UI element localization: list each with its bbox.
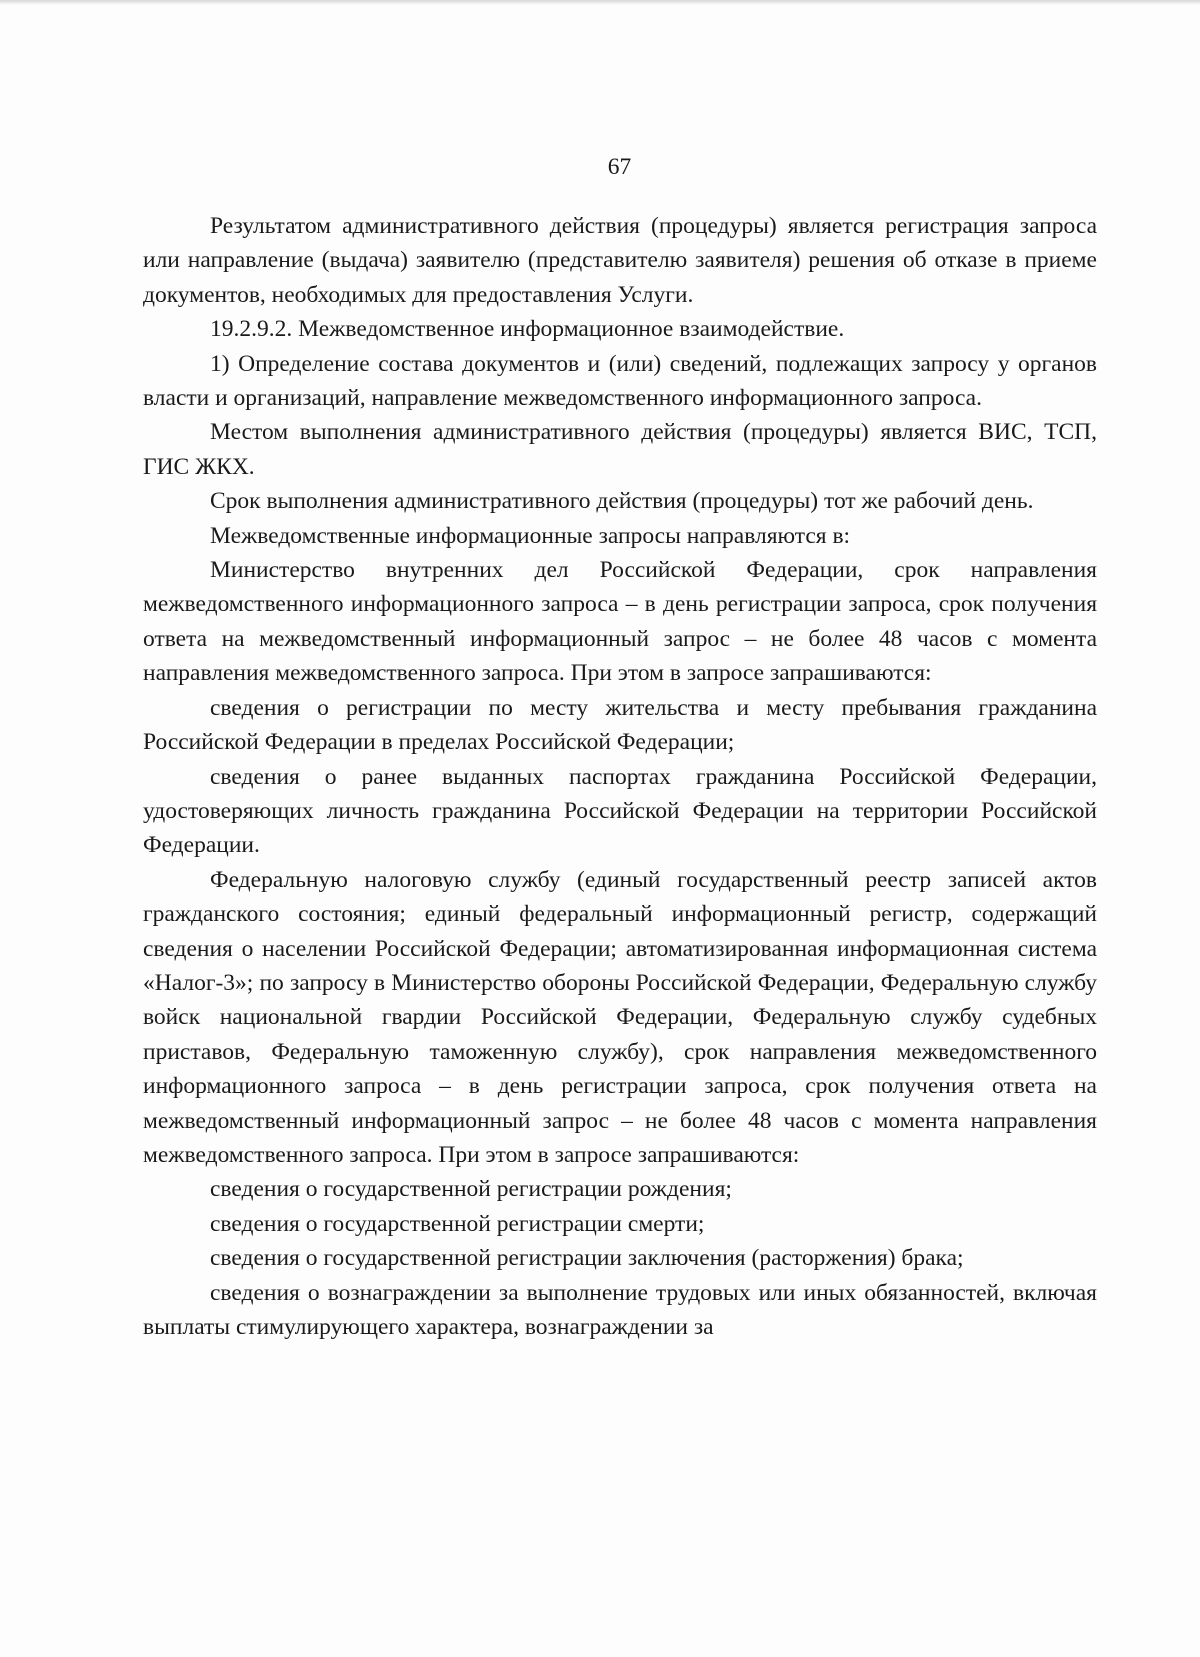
paragraph-fns: Федеральную налоговую службу (единый государственный реестр записей актов гражданского состояния; единый федеральный информационный регистр, содержащий сведения о населении Российской Федерации; автоматизированная информационная система «Налог-3»; по запросу в Министерство обороны Российской Федерации, Федеральную службу войск национальной гвардии Российской Федерации, Федеральную службу судебных приставов, Федеральную таможенную службу), срок направления межведомственного информационного запроса – в день регистрации запроса, срок получения ответа на межведомственный информационный запрос – не более 48 часов с момента направления межведомственного запроса. При этом в запросе запрашиваются: [143, 866, 1097, 1168]
paragraph-requests-intro: Межведомственные информационные запросы направляются в: [210, 522, 851, 549]
list-item: сведения о ранее выданных паспортах гражданина Российской Федерации, удостоверяющих личность гражданина Российской Федерации на территории Российской Федерации. [143, 763, 1097, 859]
list-item: сведения о вознаграждении за выполнение трудовых или иных обязанностей, включая выплаты стимулирующего характера, вознаграждении за [143, 1279, 1097, 1340]
page-number: 67 [607, 154, 632, 180]
list-item: сведения о регистрации по месту жительства и месту пребывания гражданина Российской Федерации в пределах Российской Федерации; [143, 694, 1097, 756]
paragraph-result: Результатом административного действия (процедуры) является регистрация запроса или направление (выдача) заявителю (представителю заявителя) решения об отказе в приеме документов, необходимых для предоставления Услуги. [143, 213, 1097, 308]
list-item: сведения о государственной регистрации рождения; [210, 1176, 732, 1203]
document-body [143, 209, 1097, 1344]
scan-edge [0, 0, 1200, 5]
paragraph-section-heading: 19.2.9.2. Межведомственное информационное взаимодействие. [210, 316, 845, 343]
paragraph-term: Срок выполнения административного действия (процедуры) тот же рабочий день. [210, 488, 1034, 515]
paragraph-place: Местом выполнения административного действия (процедуры) является ВИС, ТСП, ГИС ЖКХ. [143, 419, 1097, 480]
list-item: сведения о государственной регистрации смерти; [210, 1210, 705, 1237]
paragraph-mvd: Министерство внутренних дел Российской Федерации, срок направления межведомственного информационного запроса – в день регистрации запроса, срок получения ответа на межведомственный информационный запрос – не более 48 часов с момента направления межведомственного запроса. При этом в запросе запрашиваются: [143, 557, 1097, 687]
list-item: сведения о государственной регистрации заключения (расторжения) брака; [210, 1245, 964, 1272]
paragraph-step-1: 1) Определение состава документов и (или) сведений, подлежащих запросу у органов власти и организаций, направление межведомственного информационного запроса. [143, 350, 1097, 412]
